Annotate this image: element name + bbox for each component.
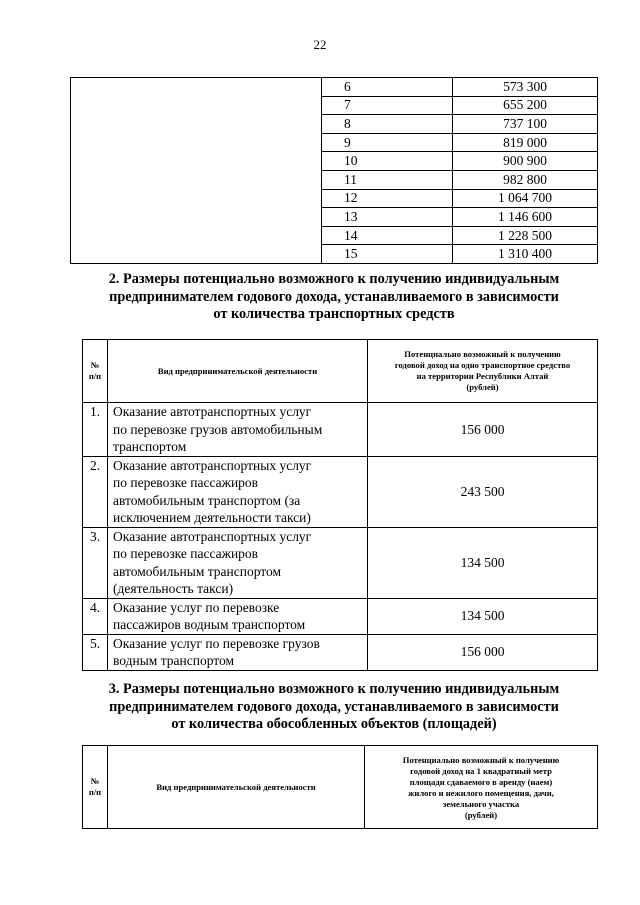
table-row <box>83 456 598 527</box>
table-row <box>71 78 598 97</box>
row-number: 7 <box>322 96 453 115</box>
table-row <box>83 527 598 598</box>
row-number: 12 <box>322 189 453 208</box>
value-cell: 243 500 <box>368 456 598 527</box>
empty-cell <box>71 78 322 264</box>
row-number: 9 <box>322 133 453 152</box>
row-number: 14 <box>322 226 453 245</box>
table-header-row <box>83 746 598 829</box>
header-number: № п/п <box>83 746 108 829</box>
header-activity: Вид предпринимательской деятельности <box>108 340 368 403</box>
row-number: 2. <box>83 456 108 527</box>
row-number: 4. <box>83 598 108 634</box>
row-value: 1 064 700 <box>453 189 598 208</box>
table-row <box>83 598 598 634</box>
row-number: 15 <box>322 245 453 264</box>
heading-line: 2. Размеры потенциально возможного к получению индивидуальным <box>108 271 560 287</box>
row-value: 1 310 400 <box>453 245 598 264</box>
row-value: 819 000 <box>453 133 598 152</box>
heading-line: от количества обособленных объектов (площадей) <box>171 716 497 732</box>
table-row <box>83 403 598 457</box>
heading-line: от количества транспортных средств <box>213 306 455 322</box>
activity-cell: Оказание услуг по перевозке пассажиров водным транспортом <box>108 598 368 634</box>
row-number: 10 <box>322 152 453 171</box>
heading-line: 3. Размеры потенциально возможного к получению индивидуальным <box>108 681 560 697</box>
transport-income-table <box>82 339 598 671</box>
row-value: 655 200 <box>453 96 598 115</box>
row-value: 900 900 <box>453 152 598 171</box>
row-number: 11 <box>322 170 453 189</box>
table-header-row <box>83 340 598 403</box>
activity-cell: Оказание автотранспортных услуг по перевозке пассажиров автомобильным транспортом (деятельность такси) <box>108 527 368 598</box>
row-value: 573 300 <box>453 78 598 97</box>
row-value: 737 100 <box>453 115 598 134</box>
section-3-heading <box>70 681 598 734</box>
continuation-table <box>70 77 598 264</box>
activity-cell: Оказание автотранспортных услуг по перевозке грузов автомобильным транспортом <box>108 403 368 457</box>
row-value: 1 146 600 <box>453 208 598 227</box>
value-cell: 134 500 <box>368 527 598 598</box>
premises-income-table <box>82 745 598 829</box>
row-number: 3. <box>83 527 108 598</box>
table-row <box>83 634 598 670</box>
activity-cell: Оказание услуг по перевозке грузов водным транспортом <box>108 634 368 670</box>
row-number: 13 <box>322 208 453 227</box>
value-cell: 156 000 <box>368 403 598 457</box>
row-number: 1. <box>83 403 108 457</box>
header-value: Потенциально возможный к получению годовой доход на одно транспортное средство на территории Республики Алтай (рублей) <box>368 340 598 403</box>
header-value: Потенциально возможный к получению годовой доход на 1 квадратный метр площади сдаваемого в аренду (наем) жилого и нежилого помещения, дачи, земельного участка (рублей) <box>365 746 598 829</box>
row-number: 8 <box>322 115 453 134</box>
header-number: № п/п <box>83 340 108 403</box>
heading-line: предпринимателем годового дохода, устанавливаемого в зависимости <box>109 698 559 715</box>
value-cell: 134 500 <box>368 598 598 634</box>
row-value: 1 228 500 <box>453 226 598 245</box>
heading-line: предпринимателем годового дохода, устанавливаемого в зависимости <box>109 288 559 305</box>
header-activity: Вид предпринимательской деятельности <box>108 746 365 829</box>
value-cell: 156 000 <box>368 634 598 670</box>
row-number: 5. <box>83 634 108 670</box>
page-number: 22 <box>313 37 327 52</box>
activity-cell: Оказание автотранспортных услуг по перевозке пассажиров автомобильным транспортом (за исключением деятельности такси) <box>108 456 368 527</box>
section-2-heading <box>70 271 598 324</box>
row-value: 982 800 <box>453 170 598 189</box>
row-number: 6 <box>322 78 453 97</box>
